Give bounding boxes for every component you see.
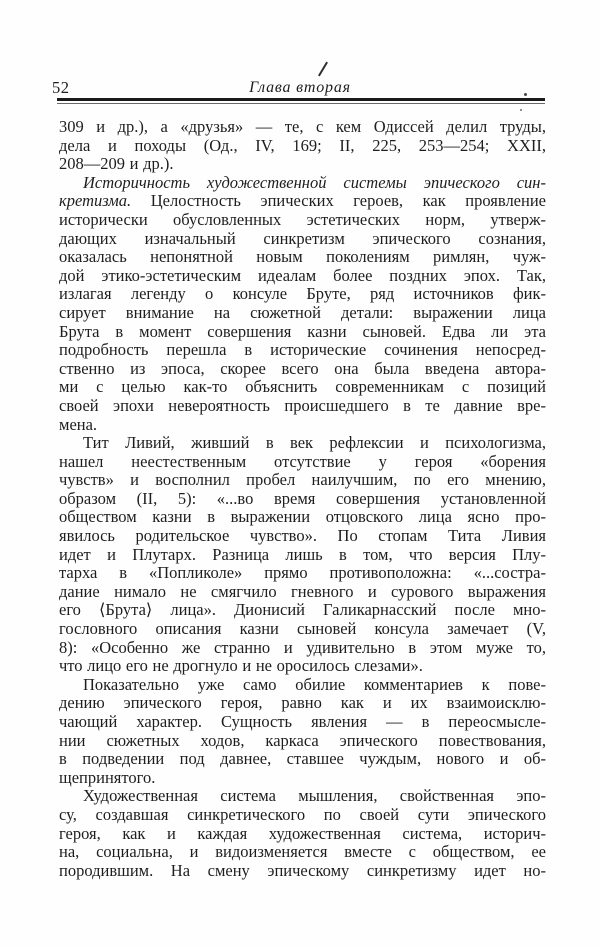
text-segment: нии сюжетных ходов, каркаса эпического повествования, — [59, 731, 546, 750]
text-line — [59, 248, 546, 267]
text-segment: оказалась непонятной новым поколениям римлян, чуж- — [59, 248, 546, 267]
scan-artifact-dot — [520, 109, 522, 111]
header-rule — [57, 98, 545, 104]
text-segment: 208—209 и др.). — [59, 155, 174, 174]
text-line — [59, 323, 546, 342]
text-segment: на, социальна, и видоизменяется вместе с обществом, ее — [59, 843, 546, 862]
text-line — [59, 750, 546, 769]
text-segment: обществом казни в выражении отцовского лица ясно про- — [59, 508, 546, 527]
text-line — [59, 230, 546, 249]
scan-artifact-slash — [318, 62, 328, 77]
text-line — [59, 360, 546, 379]
text-segment: идет и Плутарх. Разница лишь в том, что версия Плу- — [59, 545, 546, 564]
text-line — [59, 583, 546, 602]
text-segment: Тит Ливий, живший в век рефлексии и психологизма, — [83, 434, 546, 453]
text-segment: 309 и др.), а «друзья» — те, с кем Одиссей делил труды, — [59, 118, 546, 136]
text-segment: чающий характер. Сущность явления — в переосмысле- — [59, 713, 546, 731]
text-segment: в подведении под давнее, ставшее чуждым, нового и об- — [59, 750, 546, 769]
text-line — [59, 546, 546, 565]
text-segment: Брута в момент совершения казни сыновей. Едва ли эта — [59, 322, 546, 341]
italic-text-segment: кретизма. — [59, 192, 132, 211]
text-segment: гословного описания казни сыновей консула замечает (V, — [59, 620, 546, 639]
text-line — [59, 787, 546, 806]
text-line — [59, 490, 546, 509]
text-line — [59, 694, 546, 713]
text-line — [59, 843, 546, 862]
text-line — [59, 657, 546, 676]
text-segment: ственно из эпоса, скорее всего она была введена автора- — [59, 359, 546, 378]
text-segment: образом (II, 5): «...во время совершения установленной — [59, 489, 546, 508]
text-segment: су, создавшая синкретического по своей сути эпического — [59, 805, 546, 824]
text-line — [59, 378, 546, 397]
text-line — [59, 508, 546, 527]
text-segment: его ⟨Брута⟩ лица». Дионисий Галикарнасский после мно- — [59, 601, 546, 620]
body-text — [59, 118, 546, 880]
text-line — [59, 174, 546, 193]
text-line — [59, 192, 546, 211]
text-line — [59, 769, 546, 788]
text-line — [59, 155, 546, 174]
text-line — [59, 453, 546, 472]
text-segment: дание нимало не смягчило гневного и сурового выражения — [59, 582, 546, 601]
text-segment: чувств» и восполнил пробел наилучшим, по его мнению, — [59, 471, 546, 490]
page-number: 52 — [52, 78, 70, 97]
text-segment: Показательно уже само обилие комментариев к пове- — [83, 675, 546, 694]
text-line — [59, 564, 546, 583]
text-line — [59, 137, 546, 156]
text-line — [59, 211, 546, 230]
text-segment: щепринятого. — [59, 768, 156, 787]
text-line — [59, 732, 546, 751]
text-segment: Целостность эпических героев, как проявление — [131, 192, 546, 211]
text-segment: излагая легенду о консуле Бруте, ряд источников фик- — [59, 285, 546, 304]
text-line — [59, 676, 546, 695]
text-segment: что лицо его не дрогнуло и не оросилось слезами». — [59, 657, 423, 676]
text-line — [59, 341, 546, 360]
text-line — [59, 434, 546, 453]
text-segment: дающих изначальный синкретизм эпического сознания, — [59, 229, 546, 248]
text-line — [59, 285, 546, 304]
text-line — [59, 620, 546, 639]
text-segment: породившим. На смену эпическому синкретизму идет но- — [59, 861, 546, 880]
text-line — [59, 267, 546, 286]
text-line — [59, 601, 546, 620]
text-line — [59, 862, 546, 881]
text-line — [59, 806, 546, 825]
text-segment: дела и походы (Од., IV, 169; II, 225, 253—254; XXII, — [59, 136, 546, 155]
text-segment: тарха в «Попликоле» прямо противоположна: «...состра- — [59, 564, 546, 583]
text-segment: подробность перешла в исторические сочинения непосред- — [59, 341, 546, 360]
text-line — [59, 825, 546, 844]
text-line — [59, 118, 546, 137]
text-segment: нашел неестественным отсутствие у героя «борения — [59, 452, 546, 471]
text-line — [59, 471, 546, 490]
text-segment: явилось родительское чувство». По стопам Тита Ливия — [59, 527, 546, 546]
italic-text-segment: Историчность художественной системы эпического син- — [83, 173, 546, 192]
text-segment: 8): «Особенно же странно и удивительно в этом муже то, — [59, 638, 546, 657]
text-segment: дению эпического героя, равно как и их взаимоисклю- — [59, 694, 546, 713]
text-line — [59, 527, 546, 546]
text-line — [59, 304, 546, 323]
text-segment: мена. — [59, 415, 98, 434]
text-segment: ми с целью как-то объяснить современникам с позиций — [59, 378, 546, 397]
text-line — [59, 639, 546, 658]
text-segment: дой этико-эстетическим идеалам более поздних эпох. Так, — [59, 266, 546, 285]
text-segment: исторически обусловленных эстетических норм, утверж- — [59, 210, 546, 229]
text-segment: сирует внимание на сюжетной детали: выражении лица — [59, 303, 546, 322]
running-header: Глава вторая — [249, 79, 351, 96]
text-segment: героя, как и каждая художественная система, историч- — [59, 824, 546, 843]
text-segment: своей эпохи невероятность происшедшего в те давние вре- — [59, 396, 546, 415]
text-segment: Художественная система мышления, свойственная эпо- — [83, 787, 546, 806]
scan-artifact-dot — [524, 93, 527, 96]
text-line — [59, 713, 546, 732]
text-line — [59, 416, 546, 435]
text-line — [59, 397, 546, 416]
